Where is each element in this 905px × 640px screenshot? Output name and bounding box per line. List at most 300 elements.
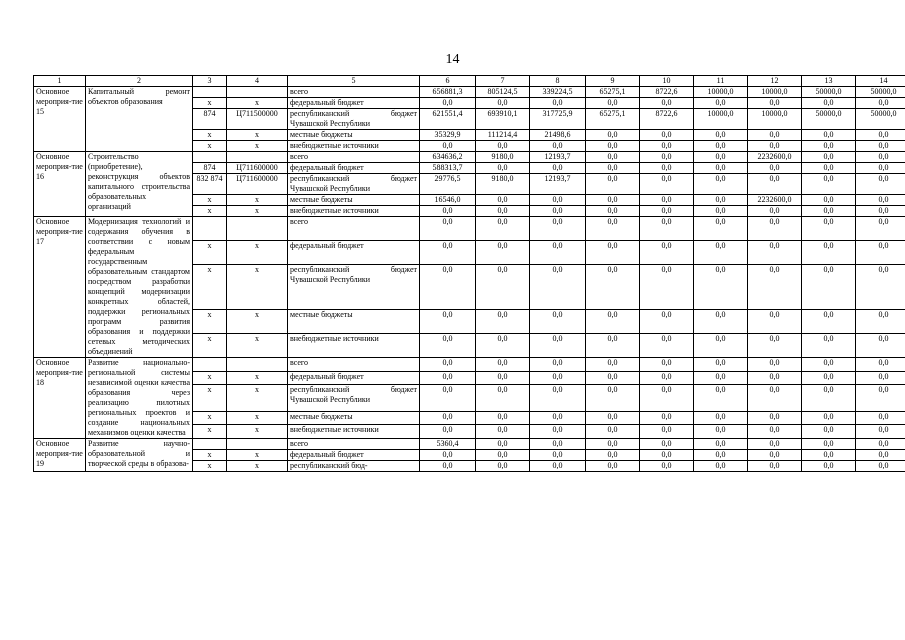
amount-cell: 0,0 (586, 130, 640, 141)
funding-source-cell: всего (288, 152, 420, 163)
table-row (34, 87, 905, 98)
amount-cell: 0,0 (856, 358, 905, 372)
amount-cell: 0,0 (694, 385, 748, 411)
amount-cell: 0,0 (640, 163, 694, 174)
code-cell: х (193, 310, 227, 334)
funding-source-cell: всего (288, 87, 420, 98)
code-cell (193, 87, 227, 98)
event-name-cell: Основное мероприя-тие 19 (34, 439, 86, 472)
budget-table (33, 75, 905, 472)
amount-cell: 0,0 (476, 206, 530, 217)
amount-cell: 0,0 (586, 334, 640, 358)
amount-cell: 0,0 (586, 425, 640, 439)
table-row (34, 152, 905, 163)
event-description-cell: Строительство (приобретение), реконструкция объектов капитального строительства образовательных организаций (86, 152, 193, 217)
amount-cell: 0,0 (856, 240, 905, 264)
amount-cell: 0,0 (530, 141, 586, 152)
amount-cell: 0,0 (420, 206, 476, 217)
amount-cell: 0,0 (748, 450, 802, 461)
amount-cell: 0,0 (586, 310, 640, 334)
target-article-cell: Ц711600000 (227, 174, 288, 195)
funding-source-cell: республиканский бюджет Чувашской Республики (288, 385, 420, 411)
funding-source-cell: местные бюджеты (288, 411, 420, 425)
amount-cell: 0,0 (420, 411, 476, 425)
amount-cell: 65275,1 (586, 87, 640, 98)
amount-cell: 0,0 (856, 130, 905, 141)
amount-cell: 0,0 (530, 264, 586, 310)
amount-cell: 0,0 (694, 240, 748, 264)
code-cell: х (193, 450, 227, 461)
target-article-cell: х (227, 310, 288, 334)
funding-source-cell: всего (288, 217, 420, 241)
amount-cell: 805124,5 (476, 87, 530, 98)
amount-cell: 0,0 (748, 411, 802, 425)
amount-cell: 0,0 (856, 411, 905, 425)
amount-cell: 21498,6 (530, 130, 586, 141)
funding-source-cell: всего (288, 358, 420, 372)
amount-cell: 0,0 (802, 371, 856, 385)
column-number-cell: 10 (640, 76, 694, 87)
amount-cell: 0,0 (856, 461, 905, 472)
amount-cell: 0,0 (802, 450, 856, 461)
amount-cell: 0,0 (748, 461, 802, 472)
amount-cell: 0,0 (856, 334, 905, 358)
amount-cell: 0,0 (476, 98, 530, 109)
column-number-cell: 1 (34, 76, 86, 87)
amount-cell: 0,0 (586, 206, 640, 217)
column-number-cell: 5 (288, 76, 420, 87)
amount-cell: 0,0 (586, 141, 640, 152)
table-row (34, 217, 905, 241)
amount-cell: 0,0 (856, 174, 905, 195)
amount-cell: 0,0 (748, 385, 802, 411)
amount-cell: 0,0 (748, 98, 802, 109)
amount-cell: 0,0 (802, 240, 856, 264)
amount-cell: 0,0 (748, 439, 802, 450)
amount-cell: 0,0 (748, 206, 802, 217)
amount-cell: 0,0 (802, 217, 856, 241)
amount-cell: 0,0 (476, 163, 530, 174)
amount-cell: 0,0 (694, 163, 748, 174)
code-cell (193, 152, 227, 163)
code-cell: х (193, 195, 227, 206)
event-name-cell: Основное мероприя-тие 17 (34, 217, 86, 358)
amount-cell: 65275,1 (586, 109, 640, 130)
amount-cell: 0,0 (586, 174, 640, 195)
column-number-cell: 8 (530, 76, 586, 87)
amount-cell: 0,0 (476, 310, 530, 334)
amount-cell: 12193,7 (530, 152, 586, 163)
amount-cell: 0,0 (476, 334, 530, 358)
event-name-cell: Основное мероприя-тие 15 (34, 87, 86, 152)
amount-cell: 0,0 (802, 461, 856, 472)
funding-source-cell: федеральный бюджет (288, 98, 420, 109)
funding-source-cell: местные бюджеты (288, 310, 420, 334)
amount-cell: 0,0 (420, 217, 476, 241)
amount-cell: 0,0 (586, 240, 640, 264)
event-description-cell: Развитие национально-региональной системы независимой оценки качества образования через реализацию пилотных региональных проектов и создание национальных механизмов оценки качества (86, 358, 193, 439)
table-body (34, 76, 905, 472)
target-article-cell: х (227, 371, 288, 385)
target-article-cell (227, 439, 288, 450)
amount-cell: 0,0 (530, 310, 586, 334)
amount-cell: 0,0 (694, 371, 748, 385)
amount-cell: 0,0 (420, 425, 476, 439)
amount-cell: 0,0 (586, 411, 640, 425)
amount-cell: 0,0 (694, 411, 748, 425)
amount-cell: 35329,9 (420, 130, 476, 141)
code-cell (193, 439, 227, 450)
funding-source-cell: местные бюджеты (288, 130, 420, 141)
amount-cell: 0,0 (694, 141, 748, 152)
amount-cell: 0,0 (748, 130, 802, 141)
amount-cell: 50000,0 (856, 87, 905, 98)
amount-cell: 0,0 (640, 310, 694, 334)
amount-cell: 0,0 (694, 358, 748, 372)
code-cell: х (193, 264, 227, 310)
funding-source-cell: республиканский бюд- (288, 461, 420, 472)
amount-cell: 0,0 (802, 310, 856, 334)
amount-cell: 0,0 (420, 371, 476, 385)
table-row (34, 358, 905, 372)
amount-cell: 0,0 (694, 439, 748, 450)
target-article-cell: х (227, 206, 288, 217)
amount-cell: 0,0 (476, 264, 530, 310)
column-number-row (34, 76, 905, 87)
amount-cell: 0,0 (586, 461, 640, 472)
amount-cell: 0,0 (856, 217, 905, 241)
target-article-cell: Ц711600000 (227, 163, 288, 174)
amount-cell: 50000,0 (802, 87, 856, 98)
amount-cell: 0,0 (694, 195, 748, 206)
target-article-cell: х (227, 264, 288, 310)
target-article-cell (227, 217, 288, 241)
amount-cell: 0,0 (640, 385, 694, 411)
amount-cell: 0,0 (640, 450, 694, 461)
code-cell: х (193, 240, 227, 264)
amount-cell: 0,0 (476, 358, 530, 372)
amount-cell: 0,0 (530, 439, 586, 450)
amount-cell: 0,0 (802, 264, 856, 310)
amount-cell: 16546,0 (420, 195, 476, 206)
event-description-cell: Модернизация технологий и содержания обучения в соответствии с новым федеральным государственным образовательным стандартом посредством разработки концепций модернизации конкретных областей, поддержки региональных программ развития образования и поддержки сетевых методических объединений (86, 217, 193, 358)
amount-cell: 0,0 (802, 141, 856, 152)
amount-cell: 0,0 (748, 240, 802, 264)
funding-source-cell: местные бюджеты (288, 195, 420, 206)
amount-cell: 0,0 (748, 334, 802, 358)
column-number-cell: 9 (586, 76, 640, 87)
amount-cell: 0,0 (856, 152, 905, 163)
amount-cell: 0,0 (802, 385, 856, 411)
event-name-cell: Основное мероприя-тие 18 (34, 358, 86, 439)
amount-cell: 0,0 (476, 450, 530, 461)
amount-cell: 0,0 (530, 98, 586, 109)
amount-cell: 0,0 (586, 439, 640, 450)
column-number-cell: 13 (802, 76, 856, 87)
amount-cell: 0,0 (420, 334, 476, 358)
amount-cell: 0,0 (856, 264, 905, 310)
amount-cell: 0,0 (802, 152, 856, 163)
funding-source-cell: всего (288, 439, 420, 450)
amount-cell: 0,0 (640, 217, 694, 241)
amount-cell: 0,0 (856, 310, 905, 334)
amount-cell: 0,0 (856, 371, 905, 385)
amount-cell: 10000,0 (694, 109, 748, 130)
amount-cell: 0,0 (856, 439, 905, 450)
amount-cell: 0,0 (640, 334, 694, 358)
amount-cell: 0,0 (640, 264, 694, 310)
amount-cell: 0,0 (530, 206, 586, 217)
amount-cell: 0,0 (530, 450, 586, 461)
amount-cell: 2232600,0 (748, 195, 802, 206)
amount-cell: 0,0 (640, 174, 694, 195)
amount-cell: 0,0 (694, 217, 748, 241)
amount-cell: 693910,1 (476, 109, 530, 130)
funding-source-cell: федеральный бюджет (288, 371, 420, 385)
amount-cell: 0,0 (856, 385, 905, 411)
code-cell: 874 (193, 109, 227, 130)
code-cell: 832 874 (193, 174, 227, 195)
amount-cell: 0,0 (802, 425, 856, 439)
funding-source-cell: федеральный бюджет (288, 240, 420, 264)
amount-cell: 0,0 (640, 206, 694, 217)
amount-cell: 0,0 (420, 98, 476, 109)
column-number-cell: 12 (748, 76, 802, 87)
amount-cell: 0,0 (640, 425, 694, 439)
amount-cell: 0,0 (476, 141, 530, 152)
amount-cell: 0,0 (420, 450, 476, 461)
code-cell (193, 358, 227, 372)
amount-cell: 0,0 (640, 358, 694, 372)
code-cell: х (193, 141, 227, 152)
code-cell: х (193, 461, 227, 472)
target-article-cell: х (227, 385, 288, 411)
code-cell: х (193, 371, 227, 385)
funding-source-cell: внебюджетные источники (288, 425, 420, 439)
code-cell: х (193, 411, 227, 425)
amount-cell: 0,0 (748, 163, 802, 174)
funding-source-cell: внебюджетные источники (288, 334, 420, 358)
target-article-cell: х (227, 240, 288, 264)
funding-source-cell: федеральный бюджет (288, 163, 420, 174)
column-number-cell: 6 (420, 76, 476, 87)
target-article-cell: Ц711500000 (227, 109, 288, 130)
amount-cell: 0,0 (476, 461, 530, 472)
amount-cell: 29776,5 (420, 174, 476, 195)
amount-cell: 0,0 (694, 450, 748, 461)
target-article-cell: х (227, 461, 288, 472)
event-description-cell: Капитальный ремонт объектов образования (86, 87, 193, 152)
target-article-cell: х (227, 141, 288, 152)
amount-cell: 0,0 (856, 195, 905, 206)
target-article-cell: х (227, 98, 288, 109)
amount-cell: 0,0 (586, 358, 640, 372)
amount-cell: 0,0 (420, 264, 476, 310)
amount-cell: 0,0 (530, 240, 586, 264)
amount-cell: 0,0 (530, 371, 586, 385)
amount-cell: 0,0 (694, 425, 748, 439)
amount-cell: 0,0 (748, 141, 802, 152)
amount-cell: 0,0 (640, 152, 694, 163)
amount-cell: 0,0 (476, 217, 530, 241)
target-article-cell (227, 152, 288, 163)
funding-source-cell: внебюджетные источники (288, 141, 420, 152)
amount-cell: 0,0 (748, 358, 802, 372)
amount-cell: 0,0 (748, 371, 802, 385)
amount-cell: 9180,0 (476, 152, 530, 163)
column-number-cell: 2 (86, 76, 193, 87)
amount-cell: 0,0 (748, 310, 802, 334)
amount-cell: 0,0 (530, 425, 586, 439)
target-article-cell (227, 358, 288, 372)
amount-cell: 10000,0 (694, 87, 748, 98)
amount-cell: 0,0 (748, 174, 802, 195)
amount-cell: 0,0 (802, 358, 856, 372)
amount-cell: 0,0 (476, 439, 530, 450)
column-number-cell: 4 (227, 76, 288, 87)
amount-cell: 0,0 (856, 450, 905, 461)
target-article-cell: х (227, 334, 288, 358)
amount-cell: 0,0 (640, 240, 694, 264)
amount-cell: 0,0 (420, 358, 476, 372)
amount-cell: 0,0 (586, 163, 640, 174)
amount-cell: 0,0 (640, 371, 694, 385)
amount-cell: 0,0 (530, 358, 586, 372)
amount-cell: 0,0 (802, 411, 856, 425)
amount-cell: 0,0 (530, 334, 586, 358)
funding-source-cell: республиканский бюджет Чувашской Республики (288, 109, 420, 130)
amount-cell: 0,0 (476, 385, 530, 411)
amount-cell: 0,0 (694, 264, 748, 310)
page-number: 14 (445, 52, 460, 67)
amount-cell: 0,0 (694, 174, 748, 195)
amount-cell: 0,0 (694, 334, 748, 358)
column-number-cell: 3 (193, 76, 227, 87)
funding-source-cell: республиканский бюджет Чувашской Республики (288, 264, 420, 310)
code-cell (193, 217, 227, 241)
amount-cell: 10000,0 (748, 87, 802, 98)
target-article-cell: х (227, 411, 288, 425)
column-number-cell: 14 (856, 76, 905, 87)
amount-cell: 0,0 (640, 130, 694, 141)
target-article-cell: х (227, 130, 288, 141)
amount-cell: 0,0 (530, 163, 586, 174)
amount-cell: 0,0 (856, 206, 905, 217)
amount-cell: 0,0 (802, 195, 856, 206)
column-number-cell: 11 (694, 76, 748, 87)
amount-cell: 0,0 (802, 439, 856, 450)
target-article-cell: х (227, 425, 288, 439)
code-cell: х (193, 206, 227, 217)
funding-source-cell: федеральный бюджет (288, 450, 420, 461)
amount-cell: 0,0 (586, 195, 640, 206)
amount-cell: 0,0 (530, 195, 586, 206)
amount-cell: 0,0 (530, 385, 586, 411)
amount-cell: 0,0 (640, 195, 694, 206)
target-article-cell: х (227, 450, 288, 461)
code-cell: х (193, 385, 227, 411)
amount-cell: 111214,4 (476, 130, 530, 141)
amount-cell: 0,0 (476, 411, 530, 425)
amount-cell: 0,0 (586, 385, 640, 411)
amount-cell: 0,0 (694, 152, 748, 163)
amount-cell: 0,0 (640, 439, 694, 450)
amount-cell: 0,0 (586, 98, 640, 109)
amount-cell: 0,0 (856, 163, 905, 174)
amount-cell: 588313,7 (420, 163, 476, 174)
amount-cell: 0,0 (530, 461, 586, 472)
amount-cell: 317725,9 (530, 109, 586, 130)
amount-cell: 0,0 (802, 174, 856, 195)
amount-cell: 8722,6 (640, 87, 694, 98)
amount-cell: 0,0 (420, 240, 476, 264)
amount-cell: 0,0 (856, 141, 905, 152)
table-row (34, 439, 905, 450)
funding-source-cell: республиканский бюджет Чувашской Республики (288, 174, 420, 195)
amount-cell: 634636,2 (420, 152, 476, 163)
amount-cell: 0,0 (694, 98, 748, 109)
amount-cell: 0,0 (530, 411, 586, 425)
code-cell: х (193, 130, 227, 141)
amount-cell: 656881,3 (420, 87, 476, 98)
amount-cell: 0,0 (530, 217, 586, 241)
amount-cell: 0,0 (420, 461, 476, 472)
amount-cell: 0,0 (694, 310, 748, 334)
amount-cell: 0,0 (856, 425, 905, 439)
amount-cell: 0,0 (748, 425, 802, 439)
code-cell: х (193, 98, 227, 109)
amount-cell: 0,0 (420, 385, 476, 411)
amount-cell: 0,0 (586, 152, 640, 163)
code-cell: х (193, 425, 227, 439)
amount-cell: 0,0 (694, 130, 748, 141)
target-article-cell (227, 87, 288, 98)
amount-cell: 0,0 (586, 371, 640, 385)
event-name-cell: Основное мероприя-тие 16 (34, 152, 86, 217)
amount-cell: 0,0 (476, 195, 530, 206)
amount-cell: 8722,6 (640, 109, 694, 130)
code-cell: 874 (193, 163, 227, 174)
amount-cell: 50000,0 (856, 109, 905, 130)
amount-cell: 0,0 (694, 206, 748, 217)
column-number-cell: 7 (476, 76, 530, 87)
amount-cell: 10000,0 (748, 109, 802, 130)
amount-cell: 0,0 (802, 163, 856, 174)
amount-cell: 0,0 (802, 130, 856, 141)
code-cell: х (193, 334, 227, 358)
event-description-cell: Развитие научно-образовательной и творческой среды в образова- (86, 439, 193, 472)
amount-cell: 0,0 (640, 141, 694, 152)
amount-cell: 0,0 (476, 371, 530, 385)
amount-cell: 621551,4 (420, 109, 476, 130)
amount-cell: 0,0 (420, 310, 476, 334)
amount-cell: 0,0 (586, 450, 640, 461)
amount-cell: 9180,0 (476, 174, 530, 195)
amount-cell: 0,0 (586, 217, 640, 241)
amount-cell: 0,0 (748, 217, 802, 241)
amount-cell: 0,0 (640, 98, 694, 109)
amount-cell: 0,0 (476, 425, 530, 439)
amount-cell: 0,0 (694, 461, 748, 472)
amount-cell: 339224,5 (530, 87, 586, 98)
amount-cell: 50000,0 (802, 109, 856, 130)
amount-cell: 2232600,0 (748, 152, 802, 163)
amount-cell: 0,0 (586, 264, 640, 310)
funding-source-cell: внебюджетные источники (288, 206, 420, 217)
amount-cell: 0,0 (802, 334, 856, 358)
amount-cell: 0,0 (748, 264, 802, 310)
amount-cell: 0,0 (802, 98, 856, 109)
